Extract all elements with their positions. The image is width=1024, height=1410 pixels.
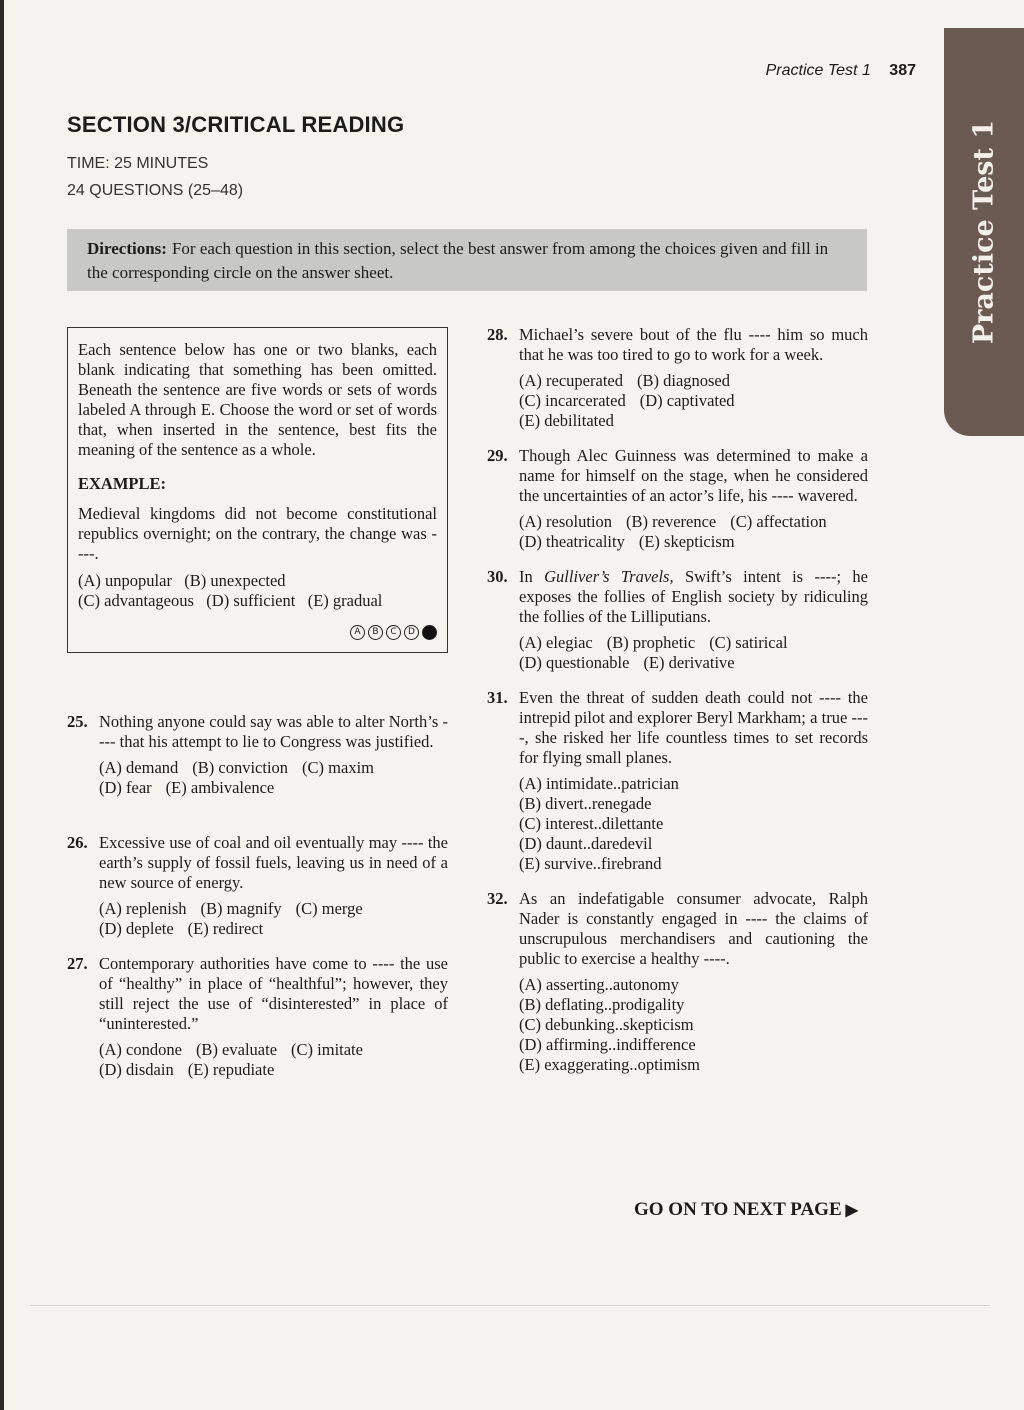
question-25: [67, 712, 448, 798]
example-sentence: Medieval kingdoms did not become constitutional republics overnight; on the contrary, the change was ----.: [78, 504, 437, 563]
answer-option: (B) evaluate: [195, 1040, 278, 1059]
answer-option: (E) debilitated: [519, 411, 614, 430]
answer-bubble-c: C: [386, 625, 401, 640]
answer-option: (C) interest..dilettante: [519, 814, 664, 833]
answer-option: (E) derivative: [643, 653, 735, 672]
answer-option-row: [99, 1060, 448, 1080]
answer-option-row: [99, 1040, 448, 1060]
question-30: [487, 567, 868, 673]
directions-text: For each question in this section, select the best answer from among the choices given and fill in the corresponding circle on the answer sheet.: [87, 239, 829, 282]
question-stem: Contemporary authorities have come to ---- the use of “healthy” in place of “healthful”; however, they still reject the use of “disinterested” in place of “uninterested.”: [99, 954, 448, 1033]
answer-option: (A) resolution: [519, 512, 613, 531]
answer-option: (D) daunt..daredevil: [519, 834, 653, 853]
question-number: 28.: [487, 325, 508, 344]
answer-options: [519, 975, 868, 1075]
answer-option: (C) merge: [295, 899, 363, 918]
answer-option: (D) captivated: [639, 391, 735, 410]
directions-lead: Directions:: [87, 239, 167, 258]
example-answer-bubbles: [350, 625, 437, 640]
answer-option: (A) asserting..autonomy: [519, 975, 679, 994]
question-number: 26.: [67, 833, 88, 852]
answer-option: (B) magnify: [200, 899, 282, 918]
answer-option-row: [99, 899, 448, 919]
answer-option: (B) diagnosed: [636, 371, 731, 390]
question-28: [487, 325, 868, 431]
answer-option: (D) theatricality: [519, 532, 625, 551]
question-31: [487, 688, 868, 874]
answer-option: (A) replenish: [99, 899, 187, 918]
answer-option: (D) deplete: [99, 919, 174, 938]
section-time: TIME: 25 MINUTES: [67, 155, 209, 172]
example-choices: [78, 571, 437, 611]
answer-option-row: [519, 411, 868, 431]
answer-option: (A) demand: [99, 758, 179, 777]
answer-option-row: [519, 391, 868, 411]
example-choices-line: (C) advantageous (D) sufficient (E) gradual: [78, 591, 383, 610]
question-27: [67, 954, 448, 1080]
answer-option: (A) intimidate..patrician: [519, 774, 679, 793]
running-title: Practice Test 1: [765, 62, 871, 79]
example-choices-line: (A) unpopular (B) unexpected: [78, 571, 286, 590]
answer-option: (E) redirect: [187, 919, 264, 938]
question-stem-text: Swift’s intent is ----; he exposes the follies of English society by ridiculing the follies of the Lilliputians.: [519, 567, 868, 626]
answer-options: [519, 633, 868, 673]
answer-option: (C) satirical: [709, 633, 788, 652]
answer-option: (E) exaggerating..optimism: [519, 1055, 700, 1074]
question-stem: Michael’s severe bout of the flu ---- him so much that he was too tired to go to work for a week.: [519, 325, 868, 364]
answer-option: (B) prophetic: [606, 633, 696, 652]
question-stem: Nothing anyone could say was able to alter North’s ---- that his attempt to lie to Congress was justified.: [99, 712, 448, 751]
answer-option-row: [519, 371, 868, 391]
answer-option-row: [519, 1015, 868, 1035]
answer-option: (B) deflating..prodigality: [519, 995, 685, 1014]
question-stem: As an indefatigable consumer advocate, Ralph Nader is constantly engaged in ---- the claims of unscrupulous merchandisers and cautioning the public to exercise a healthy ----.: [519, 889, 868, 968]
question-32: [487, 889, 868, 1075]
question-number: 29.: [487, 446, 508, 465]
question-number: 27.: [67, 954, 88, 973]
answer-option: (C) maxim: [302, 758, 374, 777]
answer-option: (E) repudiate: [187, 1060, 275, 1079]
answer-option-row: [519, 512, 868, 532]
question-29: [487, 446, 868, 552]
side-tab: [944, 28, 1024, 436]
instructions-body: Each sentence below has one or two blanks, each blank indicating that something has been omitted. Beneath the sentence are five words or sets of words labeled A through E. Choose the word or set of words that, when inserted in the sentence, best fits the meaning of the sentence as a whole.: [78, 340, 437, 459]
answer-option-row: [519, 854, 868, 874]
answer-option-row: [519, 1035, 868, 1055]
page-edge-shadow: [0, 0, 4, 1410]
answer-option: (B) reverence: [626, 512, 717, 531]
page-number: 387: [889, 62, 916, 79]
answer-option: (A) recuperated: [519, 371, 623, 390]
answer-option-row: [519, 834, 868, 854]
question-26: [67, 833, 448, 939]
question-stem-prefix: In: [519, 567, 545, 586]
answer-option: (A) elegiac: [519, 633, 593, 652]
question-number: 25.: [67, 712, 88, 731]
arrow-right-icon: ▶: [845, 1202, 858, 1219]
answer-options: [99, 1040, 448, 1080]
side-tab-label: Practice Test 1: [968, 119, 1000, 345]
answer-bubble-b: B: [368, 625, 383, 640]
answer-option-row: [99, 758, 448, 778]
next-page-label: GO ON TO NEXT PAGE: [634, 1199, 842, 1220]
answer-option-row: [519, 653, 868, 673]
answer-options: [519, 774, 868, 874]
answer-option-row: [99, 778, 448, 798]
answer-options: [519, 512, 868, 552]
answer-option-row: [519, 995, 868, 1015]
answer-option-row: [519, 1055, 868, 1075]
answer-option-row: [519, 794, 868, 814]
answer-option: (B) divert..renegade: [519, 794, 652, 813]
answer-options: [519, 371, 868, 431]
answer-option-row: [519, 774, 868, 794]
answer-bubble-d: D: [404, 625, 419, 640]
answer-option: (A) condone: [99, 1040, 182, 1059]
next-page-indicator: [634, 1199, 858, 1221]
answer-option: (B) conviction: [192, 758, 289, 777]
answer-bubble-a: A: [350, 625, 365, 640]
answer-option-row: [519, 532, 868, 552]
question-stem: [519, 567, 868, 627]
question-number: 32.: [487, 889, 508, 908]
running-head: [766, 62, 916, 80]
question-stem: Though Alec Guinness was determined to make a name for himself on the stage, when he considered the uncertainties of an actor’s life, his ---- wavered.: [519, 446, 868, 505]
question-stem: Even the threat of sudden death could not ---- the intrepid pilot and explorer Beryl Markham; a true ----, she risked her life countless times to set records for flying small planes.: [519, 688, 868, 767]
question-stem-title: Gulliver’s Travels,: [544, 567, 674, 586]
instructions-box: [67, 327, 448, 653]
answer-option-row: [519, 633, 868, 653]
answer-option: (C) incarcerated: [519, 391, 626, 410]
answer-option-row: [519, 975, 868, 995]
answer-option-row: [99, 919, 448, 939]
answer-option: (C) affectation: [730, 512, 827, 531]
question-stem: Excessive use of coal and oil eventually may ---- the earth’s supply of fossil fuels, leaving us in need of a new source of energy.: [99, 833, 448, 892]
answer-option: (D) questionable: [519, 653, 630, 672]
answer-option: (E) skepticism: [638, 532, 735, 551]
answer-option: (D) affirming..indifference: [519, 1035, 696, 1054]
answer-options: [99, 758, 448, 798]
answer-option: (C) debunking..skepticism: [519, 1015, 694, 1034]
answer-options: [99, 899, 448, 939]
answer-bubble-e: [422, 625, 437, 640]
answer-option: (C) imitate: [291, 1040, 363, 1059]
answer-option: (E) ambivalence: [165, 778, 275, 797]
section-title: SECTION 3/CRITICAL READING: [67, 112, 405, 137]
answer-option-row: [519, 814, 868, 834]
example-heading: EXAMPLE:: [78, 474, 166, 493]
question-number: 30.: [487, 567, 508, 586]
question-number: 31.: [487, 688, 508, 707]
footer-divider: [30, 1305, 990, 1306]
answer-option: (D) disdain: [99, 1060, 174, 1079]
directions-box: [67, 229, 867, 291]
answer-option: (D) fear: [99, 778, 152, 797]
answer-option: (E) survive..firebrand: [519, 854, 662, 873]
section-question-count: 24 QUESTIONS (25–48): [67, 182, 244, 199]
